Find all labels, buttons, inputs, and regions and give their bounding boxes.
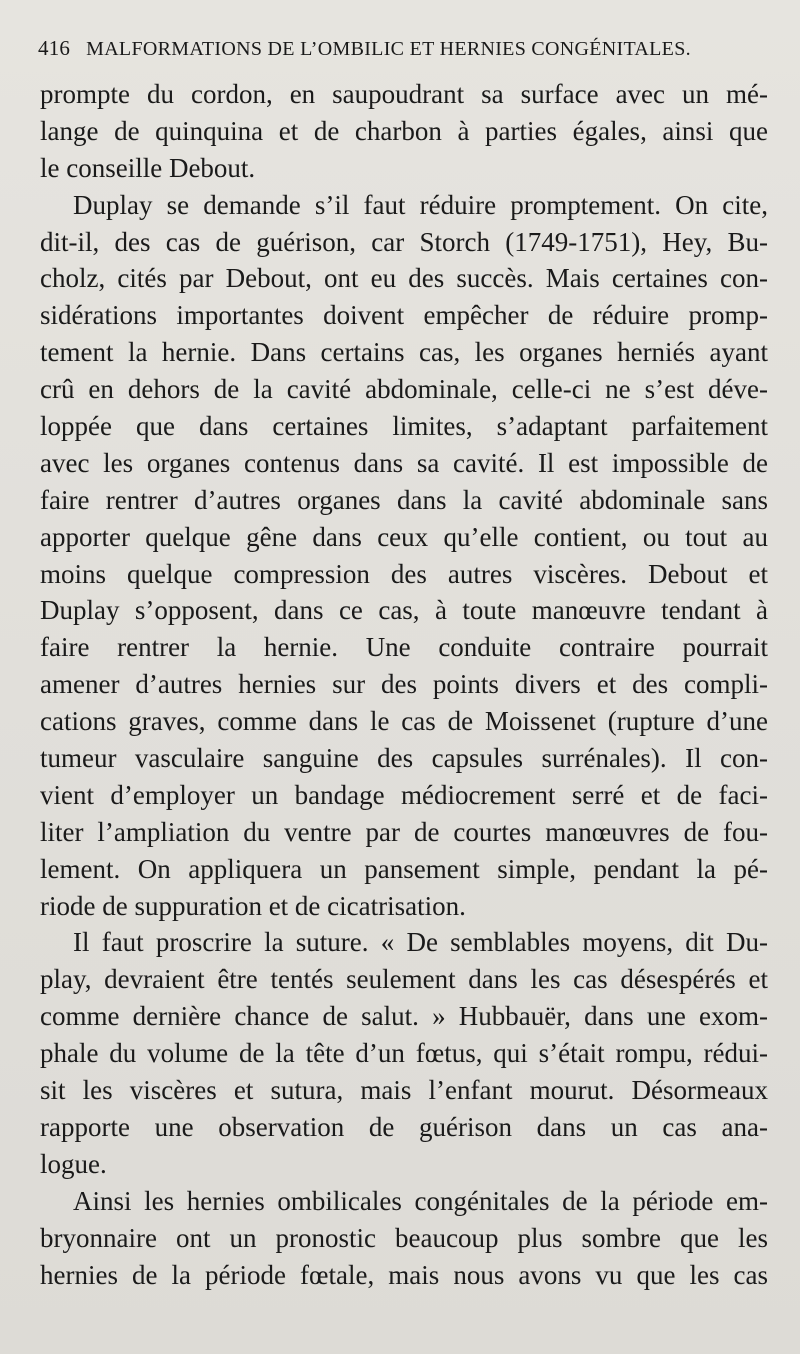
text-line: Il faut proscrire la suture. « De semblables moyens, dit Du- (73, 927, 768, 958)
text-line: avec les organes contenus dans sa cavité. Il est impossible de (40, 447, 768, 478)
text-line: cholz, cités par Debout, ont eu des succès. Mais certaines con- (40, 263, 768, 294)
text-line: vient d’employer un bandage médiocrement serré et de faci- (40, 779, 768, 810)
text-line: lement. On appliquera un pansement simple, pendant la pé- (40, 853, 768, 884)
text-line: lange de quinquina et de charbon à parties égales, ainsi que (40, 115, 768, 146)
text-line: tement la hernie. Dans certains cas, les organes herniés ayant (40, 337, 768, 368)
text-line: play, devraient être tentés seulement dans les cas désespérés et (40, 964, 768, 995)
text-line: hernies de la période fœtale, mais nous avons vu que les cas (40, 1259, 768, 1290)
running-header (38, 36, 768, 66)
text-line: bryonnaire ont un pronostic beaucoup plus sombre que les (40, 1222, 768, 1253)
text-line: riode de suppuration et de cicatrisation. (40, 890, 466, 921)
text-line: le conseille Debout. (40, 152, 256, 183)
text-line: crû en dehors de la cavité abdominale, celle-ci ne s’est déve- (40, 374, 768, 405)
text-line: moins quelque compression des autres viscères. Debout et (40, 558, 768, 589)
page-number: 416 (38, 36, 71, 60)
running-title: MALFORMATIONS DE L’OMBILIC ET HERNIES CONGÉNITALES. (86, 38, 691, 60)
text-line: liter l’ampliation du ventre par de courtes manœuvres de fou- (40, 816, 768, 847)
text-line: sidérations importantes doivent empêcher de réduire promp- (40, 300, 768, 331)
body-text (40, 76, 768, 1293)
text-line: cations graves, comme dans le cas de Moissenet (rupture d’une (40, 706, 768, 737)
text-line: Duplay s’opposent, dans ce cas, à toute manœuvre tendant à (40, 595, 768, 626)
text-line: apporter quelque gêne dans ceux qu’elle contient, ou tout au (40, 521, 768, 552)
text-line: sit les viscères et sutura, mais l’enfant mourut. Désormeaux (40, 1075, 768, 1106)
text-line: logue. (40, 1148, 107, 1179)
text-line: tumeur vasculaire sanguine des capsules surrénales). Il con- (40, 743, 768, 774)
text-line: prompte du cordon, en saupoudrant sa surface avec un mé- (40, 79, 768, 109)
text-line: faire rentrer d’autres organes dans la cavité abdominale sans (40, 484, 768, 515)
text-line: amener d’autres hernies sur des points divers et des compli- (40, 669, 768, 700)
text-line: comme dernière chance de salut. » Hubbauër, dans une exom- (40, 1001, 768, 1032)
text-line: Ainsi les hernies ombilicales congénitales de la période em- (73, 1185, 768, 1216)
text-line: loppée que dans certaines limites, s’adaptant parfaitement (40, 411, 768, 442)
text-line: rapporte une observation de guérison dans un cas ana- (40, 1111, 768, 1142)
text-line: phale du volume de la tête d’un fœtus, qui s’était rompu, rédui- (40, 1038, 768, 1069)
text-line: Duplay se demande s’il faut réduire promptement. On cite, (73, 189, 768, 220)
text-line: dit-il, des cas de guérison, car Storch (1749-1751), Hey, Bu- (40, 226, 768, 257)
text-line: faire rentrer la hernie. Une conduite contraire pourrait (40, 632, 768, 663)
